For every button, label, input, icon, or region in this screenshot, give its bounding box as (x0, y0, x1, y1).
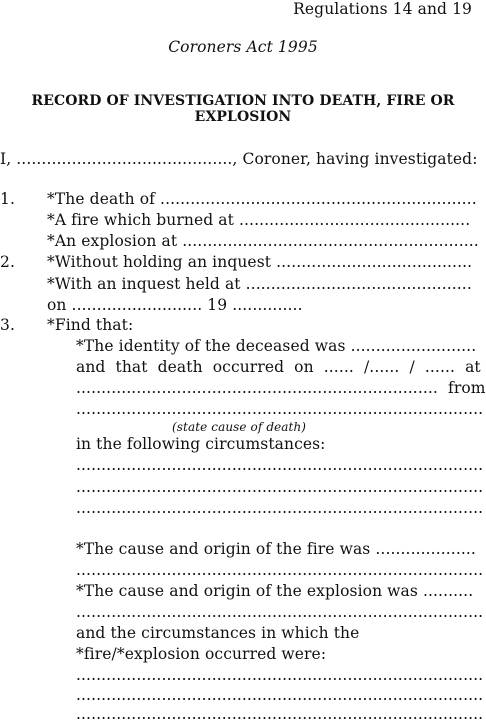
item-3-fire-cause: *The cause and origin of the fire was .................... (76, 540, 476, 558)
item-3-explosion-cause: *The cause and origin of the explosion was .......... (76, 582, 474, 600)
item-2-number: 2. (0, 253, 15, 271)
fire-cause-dots: ................................................................................. (76, 561, 484, 579)
state-cause-caption: (state cause of death) (172, 420, 307, 434)
circumstances-dots-2: ................................................................................. (76, 478, 484, 496)
item-3-cause-dots: ................................................................................. (76, 400, 484, 418)
item-2-date-line: on .......................... 19 .............. (47, 296, 303, 314)
item-3-circumstances: in the following circumstances: (76, 435, 326, 453)
item-3-fire-explosion-occurred: *fire/*explosion occurred were: (76, 645, 327, 663)
item-1-number: 1. (0, 190, 15, 208)
item-2-without-inquest: *Without holding an inquest ....................................... (47, 253, 473, 271)
occurred-dots-1: ................................................................................. (76, 666, 484, 684)
act-name: Coroners Act 1995 (168, 38, 318, 56)
circumstances-dots-1: ................................................................................. (76, 456, 484, 474)
item-3-number: 3. (0, 316, 15, 334)
item-2-with-inquest: *With an inquest held at ............................................. (47, 275, 472, 293)
occurred-dots-3: ................................................................................. (76, 705, 484, 723)
item-3-dots-from: ........................................................................ from (76, 379, 486, 397)
item-3-circumstances-in-which: and the circumstances in which the (76, 624, 360, 642)
item-1-fire-burned-at: *A fire which burned at .............................................. (47, 211, 471, 229)
coroner-intro-line: I, ..........................................., Coroner, having investigated: (0, 150, 478, 168)
occurred-dots-2: ................................................................................. (76, 686, 484, 704)
explosion-cause-dots: ................................................................................. (76, 603, 484, 621)
item-3-identity: *The identity of the deceased was ......................... (76, 337, 477, 355)
item-1-death-of: *The death of ............................................................... (47, 190, 477, 208)
form-title-line-1: RECORD OF INVESTIGATION INTO DEATH, FIRE OR (31, 93, 455, 109)
form-title-line-2: EXPLOSION (194, 109, 292, 125)
item-1-explosion-at: *An explosion at ........................................................... (47, 232, 479, 250)
circumstances-dots-3: ................................................................................. (76, 499, 484, 517)
item-3-death-occurred: and that death occurred on ...... /...... / ...... at (76, 358, 481, 376)
regulations-reference: Regulations 14 and 19 (293, 0, 472, 18)
item-3-find-that: *Find that: (47, 316, 134, 334)
